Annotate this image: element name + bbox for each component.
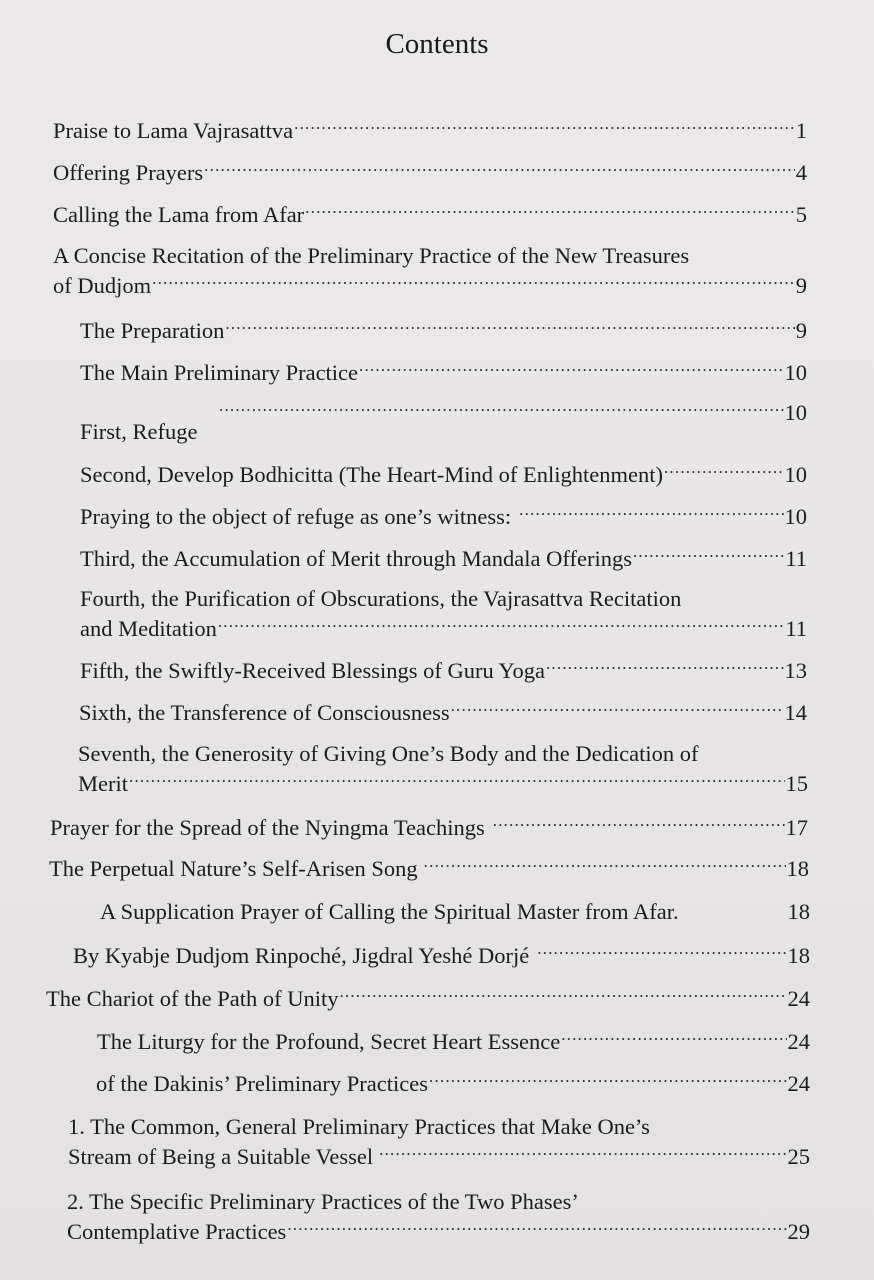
- toc-entry-title: Third, the Accumulation of Merit through Mandala Offerings: [80, 545, 632, 571]
- toc-entry-title-line1: A Concise Recitation of the Preliminary Practice of the New Treasures: [53, 243, 690, 268]
- toc-entry[interactable]: [80, 397, 807, 447]
- toc-entry[interactable]: [53, 157, 807, 187]
- toc-entry-title: The Preparation: [80, 317, 225, 343]
- toc-entry-title: The Perpetual Nature’s Self-Arisen Song: [49, 855, 418, 881]
- toc-page-number: 9: [795, 272, 807, 298]
- toc-entry-title: Fifth, the Swiftly-Received Blessings of Guru Yoga: [80, 657, 545, 683]
- toc-page-number: 13: [784, 657, 807, 683]
- toc-page-number: 5: [795, 201, 807, 227]
- toc-entry-title: and Meditation: [80, 615, 217, 641]
- toc-page-number: 11: [785, 545, 807, 571]
- toc-page-number: 1: [795, 117, 807, 143]
- toc-entry[interactable]: [100, 897, 810, 926]
- toc-entry-title: The Liturgy for the Profound, Secret Heart Essence: [97, 1028, 561, 1054]
- dot-leader: [561, 1026, 786, 1049]
- page-title: Contents: [385, 28, 489, 60]
- toc-entry[interactable]: [50, 812, 808, 842]
- dot-leader: [379, 1141, 786, 1164]
- toc-page-number: 24: [787, 985, 810, 1011]
- toc-entry[interactable]: [78, 739, 808, 798]
- toc-entry-title: of Dudjom: [53, 272, 152, 298]
- dot-leader: [219, 397, 784, 420]
- toc-page-number: 15: [785, 770, 808, 796]
- toc-entry[interactable]: [80, 501, 807, 531]
- toc-entry[interactable]: [80, 315, 807, 345]
- toc-entry[interactable]: [97, 1026, 810, 1056]
- dot-leader: [152, 270, 795, 293]
- toc-page-number: 14: [784, 699, 807, 725]
- dot-leader: [287, 1216, 786, 1239]
- toc-entry[interactable]: [80, 584, 807, 643]
- toc-entry-title-line1: 1. The Common, General Preliminary Practices that Make One’s: [68, 1114, 650, 1139]
- dot-leader: [424, 853, 786, 876]
- toc-page-number: 10: [784, 359, 807, 385]
- toc-entry[interactable]: [80, 543, 807, 573]
- dot-leader: [129, 768, 785, 791]
- toc-page-number: 4: [795, 159, 807, 185]
- toc-page-number: 18: [786, 855, 809, 881]
- toc-entry[interactable]: [73, 940, 810, 970]
- toc-entry[interactable]: [79, 697, 807, 727]
- toc-entry-title: The Chariot of the Path of Unity: [46, 985, 339, 1011]
- toc-page-number: 10: [784, 399, 807, 425]
- dot-leader: [519, 501, 783, 524]
- toc-page-number: 18: [787, 942, 810, 968]
- toc-entry[interactable]: [53, 199, 807, 229]
- toc-entry-title-line1: 2. The Specific Preliminary Practices of the Two Phases’: [67, 1189, 579, 1214]
- dot-leader: [451, 697, 784, 720]
- dot-leader: [218, 613, 784, 636]
- toc-entry-title: Calling the Lama from Afar: [53, 201, 305, 227]
- toc-page-number: 10: [784, 503, 807, 529]
- toc-page-number: 17: [785, 814, 808, 840]
- toc-entry[interactable]: [53, 241, 807, 300]
- toc-entry-title: Praying to the object of refuge as one’s witness:: [80, 503, 512, 529]
- dot-leader: [546, 655, 784, 678]
- dot-leader: [204, 157, 795, 180]
- toc-page-number: 9: [795, 317, 807, 343]
- toc-entry-title: Praise to Lama Vajrasattva: [53, 117, 294, 143]
- toc-page-number: 24: [787, 1028, 810, 1054]
- toc-entry-title: First, Refuge: [80, 419, 198, 444]
- toc-entry-title: Prayer for the Spread of the Nyingma Teachings: [50, 814, 485, 840]
- dot-leader: [633, 543, 784, 566]
- toc-entry[interactable]: [68, 1112, 810, 1171]
- toc-entry-title: Sixth, the Transference of Consciousness: [79, 699, 450, 725]
- toc-entry[interactable]: [80, 459, 807, 489]
- toc-entry-title: of the Dakinis’ Preliminary Practices: [96, 1070, 428, 1096]
- toc-entry-title: Stream of Being a Suitable Vessel: [68, 1143, 374, 1169]
- toc-entry-title-line1: Seventh, the Generosity of Giving One’s Body and the Dedication of: [78, 741, 699, 766]
- dot-leader: [537, 940, 786, 963]
- toc-entry-title: The Main Preliminary Practice: [80, 359, 359, 385]
- toc-page-number: 18: [787, 899, 810, 924]
- toc-page-number: 11: [785, 615, 807, 641]
- toc-page-number: 25: [787, 1143, 810, 1169]
- toc-entry-title: Offering Prayers: [53, 159, 204, 185]
- toc-entry-title-line1: Fourth, the Purification of Obscurations, the Vajrasattva Recitation: [80, 586, 682, 611]
- toc-entry[interactable]: [96, 1068, 810, 1098]
- toc-entry-title: A Supplication Prayer of Calling the Spiritual Master from Afar.: [100, 899, 679, 924]
- dot-leader: [339, 983, 786, 1006]
- toc-entry-title: Contemplative Practices: [67, 1218, 287, 1244]
- dot-leader: [664, 459, 784, 482]
- toc-page-number: 10: [784, 461, 807, 487]
- dot-leader: [429, 1068, 787, 1091]
- dot-leader: [294, 115, 795, 138]
- toc-entry[interactable]: [53, 115, 807, 145]
- toc-entry[interactable]: [80, 655, 807, 685]
- dot-leader: [305, 199, 795, 222]
- toc-entry[interactable]: [46, 983, 810, 1013]
- toc-page-number: 29: [787, 1218, 810, 1244]
- toc-entry[interactable]: [80, 357, 807, 387]
- dot-leader: [225, 315, 794, 338]
- toc-entry[interactable]: [49, 853, 809, 883]
- toc-entry[interactable]: [67, 1187, 810, 1246]
- toc-entry-title: Merit: [78, 770, 128, 796]
- dot-leader: [493, 812, 785, 835]
- toc-entry-title: Second, Develop Bodhicitta (The Heart-Mind of Enlightenment): [80, 461, 663, 487]
- toc-entry-title: By Kyabje Dudjom Rinpoché, Jigdral Yeshé Dorjé: [73, 942, 530, 968]
- toc-page-number: 24: [787, 1070, 810, 1096]
- dot-leader: [359, 357, 783, 380]
